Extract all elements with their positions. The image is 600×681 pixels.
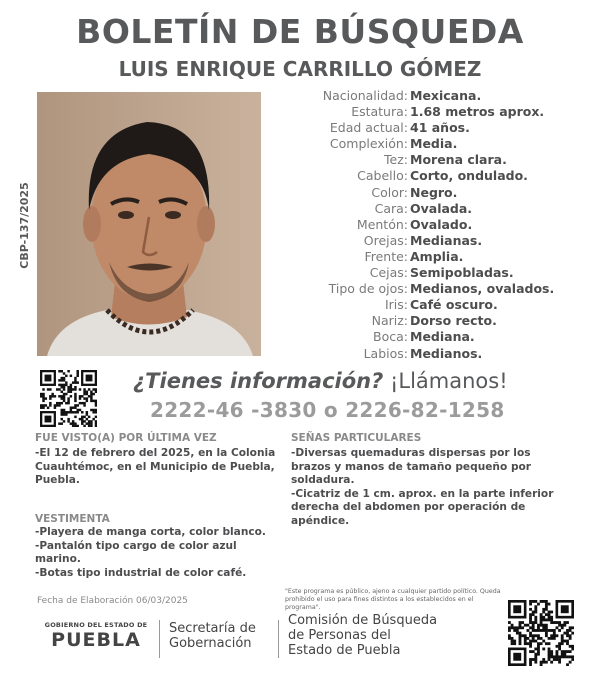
- attribute-value: Amplia.: [410, 248, 464, 264]
- attribute-label: Orejas:: [363, 232, 408, 248]
- attribute-value: Café oscuro.: [410, 297, 498, 313]
- attribute-row: [276, 281, 596, 297]
- attribute-value: Negro.: [410, 184, 458, 200]
- attribute-row: [276, 201, 596, 217]
- call-action: ¡Llámanos!: [383, 369, 508, 393]
- attribute-row: [276, 233, 596, 249]
- clothing-list: [35, 526, 285, 580]
- marks-list: [291, 447, 561, 529]
- comision-line-1: Comisión de Búsqueda: [288, 613, 438, 628]
- mark-item: -Diversas quemaduras dispersas por los brazos y manos de tamaño pequeño por soldadura.: [291, 447, 532, 487]
- attribute-value: Medianos, ovalados.: [410, 281, 555, 297]
- folio-text: CBP-137/2025: [17, 181, 31, 269]
- attribute-label: Nariz:: [371, 313, 408, 329]
- bulletin-title: BOLETÍN DE BÚSQUEDA: [76, 12, 524, 51]
- attribute-row: [276, 136, 596, 152]
- attribute-label: Cejas:: [369, 265, 408, 281]
- attribute-row: [276, 152, 596, 168]
- attribute-row: [276, 329, 596, 345]
- clothing-item: -Botas tipo industrial de color café.: [35, 566, 247, 579]
- attributes-list: [276, 88, 596, 362]
- attribute-label: Cabello:: [357, 168, 408, 184]
- attribute-label: Labios:: [363, 345, 408, 361]
- attribute-value: Corto, ondulado.: [410, 168, 528, 184]
- clothing-item: -Pantalón tipo cargo de color azul marino.: [35, 539, 237, 566]
- attribute-value: 41 años.: [410, 120, 470, 136]
- marks-heading: SEÑAS PARTICULARES: [291, 432, 422, 444]
- attribute-label: Frente:: [364, 248, 408, 264]
- comision-line-3: Estado de Puebla: [288, 643, 401, 658]
- person-photo: [37, 92, 261, 356]
- attribute-label: Nacionalidad:: [322, 88, 408, 103]
- attribute-value: Medianos.: [410, 345, 483, 361]
- attribute-value: Ovalado.: [410, 216, 473, 232]
- attribute-label: Estatura:: [351, 104, 408, 120]
- attribute-row: [276, 185, 596, 201]
- last-seen-text: -El 12 de febrero del 2025, en la Colonia Cuauhtémoc, en el Municipio de Puebla, Puebla.: [35, 447, 276, 487]
- attribute-row: [276, 104, 596, 120]
- attribute-row: [276, 346, 596, 362]
- comision-line-2: de Personas del: [288, 628, 391, 643]
- elaboration-date: Fecha de Elaboración 06/03/2025: [37, 596, 188, 606]
- gov-small-text: GOBIERNO DEL ESTADO DE: [44, 621, 148, 629]
- attribute-row: [276, 217, 596, 233]
- attribute-row: [276, 88, 596, 104]
- attribute-row: [276, 168, 596, 184]
- footer-divider: [278, 620, 279, 658]
- attribute-label: Tipo de ojos:: [328, 281, 408, 297]
- comision-logo: [288, 613, 437, 658]
- folio-label: [13, 180, 35, 270]
- attribute-row: [276, 297, 596, 313]
- attribute-row: [276, 265, 596, 281]
- clothing-heading: VESTIMENTA: [35, 513, 110, 525]
- qr-code-icon[interactable]: [508, 600, 574, 666]
- phone-numbers[interactable]: 2222-46 -3830 o 2226-82-1258: [150, 398, 505, 422]
- attribute-row: [276, 249, 596, 265]
- attribute-value: Medianas.: [410, 232, 483, 248]
- attribute-label: Complexión:: [329, 136, 408, 152]
- secretaria-line-1: Secretaría de: [169, 621, 256, 636]
- person-name: LUIS ENRIQUE CARRILLO GÓMEZ: [118, 57, 482, 81]
- attribute-value: Dorso recto.: [410, 313, 497, 329]
- attribute-value: Morena clara.: [410, 152, 507, 168]
- call-question: ¿Tienes información?: [133, 369, 384, 393]
- attribute-row: [276, 313, 596, 329]
- attribute-value: Mexicana.: [410, 88, 482, 103]
- attribute-label: Iris:: [384, 297, 408, 313]
- attribute-label: Color:: [371, 184, 408, 200]
- attribute-label: Tez:: [384, 152, 408, 168]
- attribute-label: Mentón:: [356, 216, 408, 232]
- qr-code-icon[interactable]: [40, 370, 97, 427]
- secretaria-logo: [169, 621, 256, 651]
- footer-divider: [159, 620, 160, 658]
- legal-disclaimer: "Este programa es público, ajeno a cualquier partido político. Queda prohibido el uso para fines distintos a los establecidos en el programa".: [285, 588, 501, 612]
- mark-item: -Cicatriz de 1 cm. aprox. en la parte inferior derecha del abdomen por operación de apéndice.: [291, 487, 554, 527]
- last-seen-heading: FUE VISTO(A) POR ÚLTIMA VEZ: [35, 432, 217, 444]
- attribute-value: 1.68 metros aprox.: [410, 104, 545, 120]
- attribute-label: Cara:: [374, 200, 408, 216]
- puebla-government-logo: [37, 621, 155, 651]
- attribute-value: Media.: [410, 136, 458, 152]
- attribute-value: Semipobladas.: [410, 265, 514, 281]
- attribute-value: Mediana.: [410, 329, 475, 345]
- call-to-action: [133, 369, 533, 393]
- gov-big-text: PUEBLA: [51, 629, 141, 651]
- attribute-label: Boca:: [373, 329, 408, 345]
- attribute-value: Ovalada.: [410, 200, 473, 216]
- attribute-label: Edad actual:: [329, 120, 408, 136]
- clothing-item: -Playera de manga corta, color blanco.: [35, 526, 266, 538]
- attribute-row: [276, 120, 596, 136]
- secretaria-line-2: Gobernación: [169, 636, 252, 651]
